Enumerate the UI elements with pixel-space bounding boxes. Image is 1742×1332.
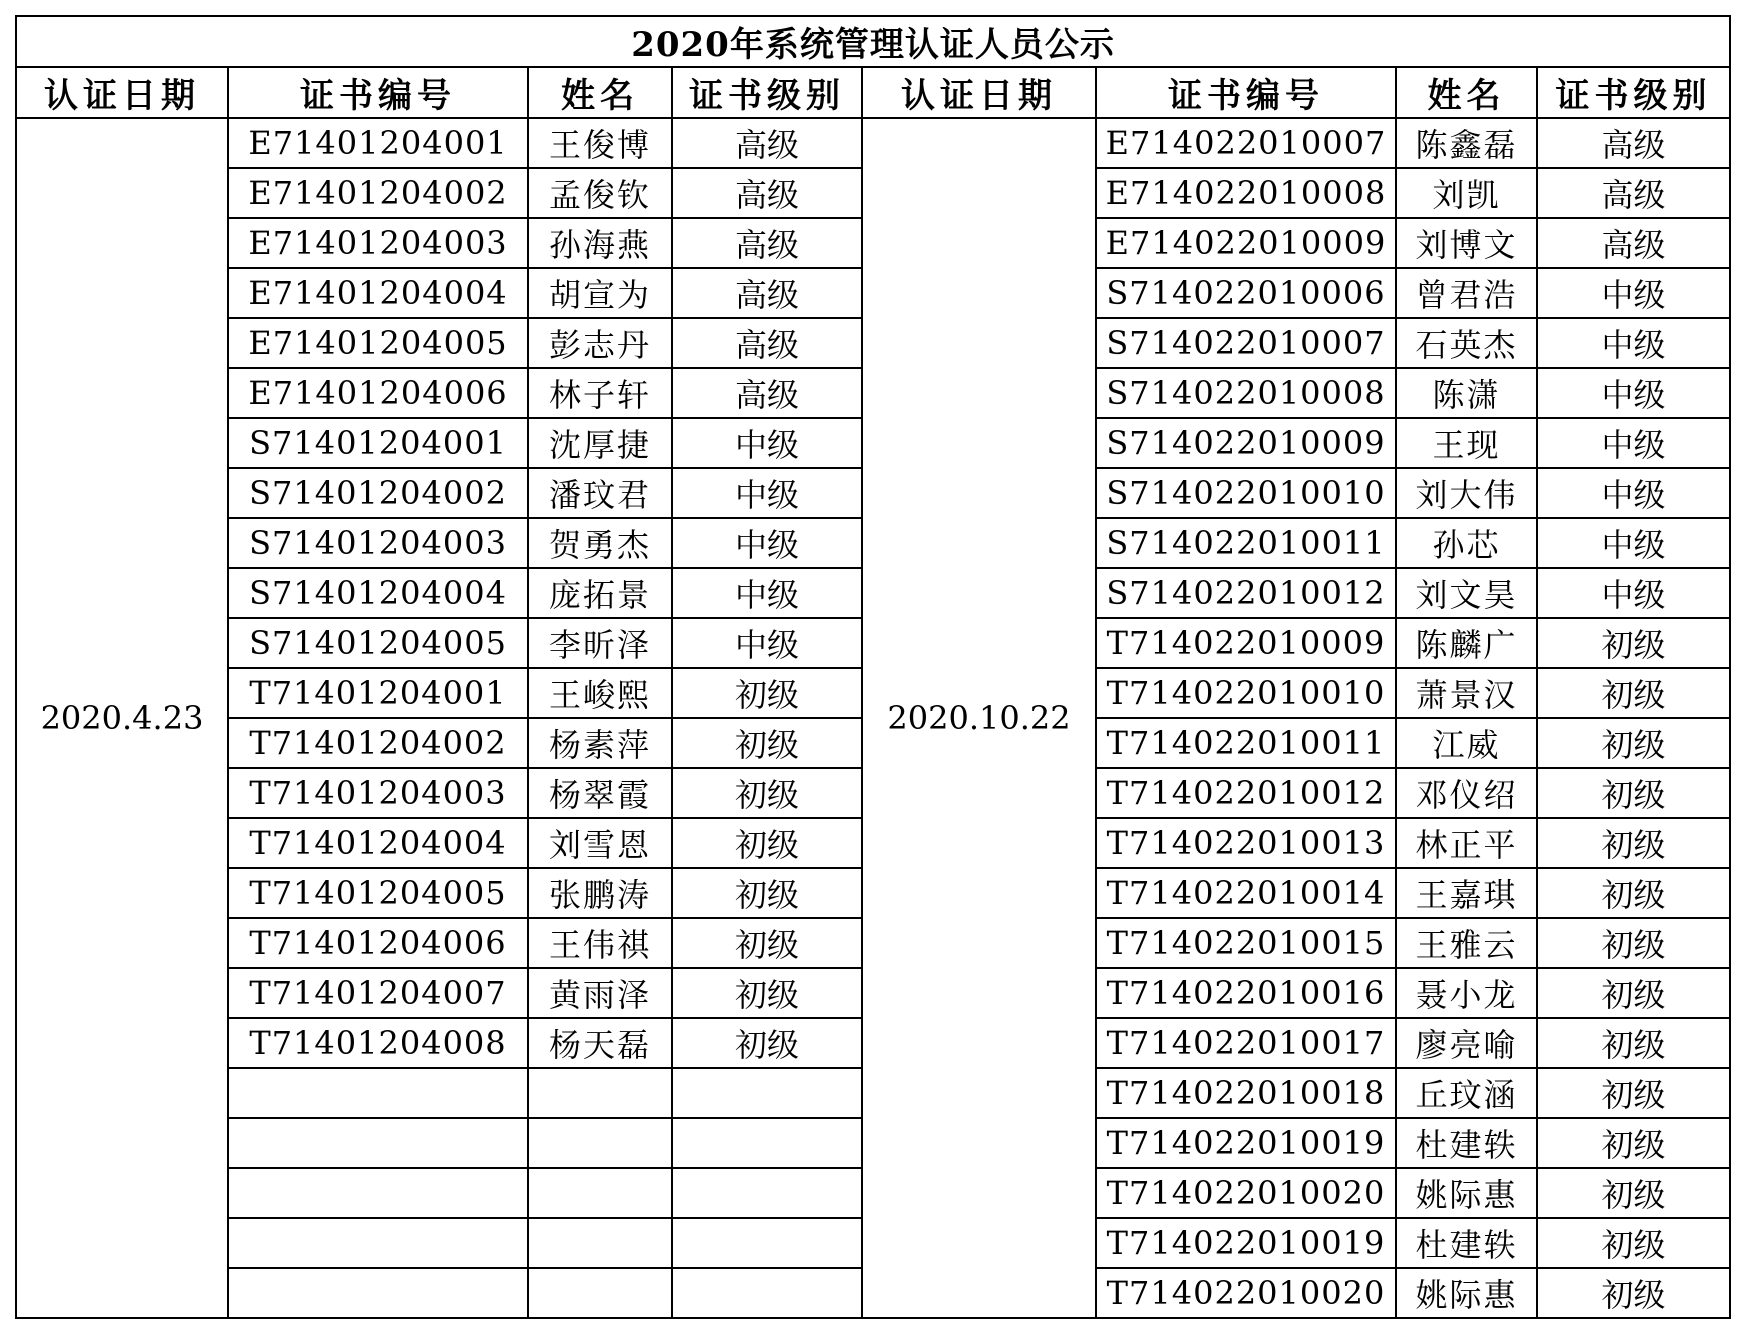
cert-number-cell: E71401204004: [228, 268, 528, 318]
header-name-left: 姓名: [528, 67, 672, 118]
cert-level-cell: 初级: [1537, 1018, 1730, 1068]
cert-level-cell: 高级: [672, 118, 862, 168]
cert-level-cell: 中级: [1537, 568, 1730, 618]
person-name-cell: 刘博文: [1396, 218, 1537, 268]
person-name-cell: 王现: [1396, 418, 1537, 468]
cert-level-cell: 初级: [672, 768, 862, 818]
cert-number-cell: [228, 1218, 528, 1268]
person-name-cell: 刘文昊: [1396, 568, 1537, 618]
cert-level-cell: 初级: [1537, 668, 1730, 718]
cert-number-cell: T714022010012: [1096, 768, 1396, 818]
cert-level-cell: 中级: [672, 568, 862, 618]
cert-number-cell: E71401204006: [228, 368, 528, 418]
cert-level-cell: 中级: [1537, 518, 1730, 568]
cert-number-cell: T71401204007: [228, 968, 528, 1018]
cert-level-cell: 初级: [672, 1018, 862, 1068]
person-name-cell: 孙海燕: [528, 218, 672, 268]
cert-level-cell: [672, 1218, 862, 1268]
cert-number-cell: T71401204005: [228, 868, 528, 918]
cert-number-cell: S71401204002: [228, 468, 528, 518]
person-name-cell: 石英杰: [1396, 318, 1537, 368]
person-name-cell: 王嘉琪: [1396, 868, 1537, 918]
person-name-cell: 江威: [1396, 718, 1537, 768]
cert-number-cell: E71401204003: [228, 218, 528, 268]
person-name-cell: 刘大伟: [1396, 468, 1537, 518]
cert-number-cell: T71401204001: [228, 668, 528, 718]
cert-level-cell: 中级: [672, 518, 862, 568]
cert-number-cell: S714022010007: [1096, 318, 1396, 368]
cert-number-cell: T714022010020: [1096, 1168, 1396, 1218]
cert-level-cell: 初级: [1537, 868, 1730, 918]
person-name-cell: 姚际惠: [1396, 1268, 1537, 1318]
person-name-cell: 杨素萍: [528, 718, 672, 768]
cert-number-cell: S714022010012: [1096, 568, 1396, 618]
person-name-cell: [528, 1268, 672, 1318]
cert-level-cell: 高级: [1537, 218, 1730, 268]
person-name-cell: 王雅云: [1396, 918, 1537, 968]
cert-number-cell: S714022010010: [1096, 468, 1396, 518]
cert-number-cell: T714022010014: [1096, 868, 1396, 918]
person-name-cell: 陈麟广: [1396, 618, 1537, 668]
cert-level-cell: 初级: [1537, 1068, 1730, 1118]
cert-number-cell: T714022010009: [1096, 618, 1396, 668]
cert-level-cell: 初级: [1537, 618, 1730, 668]
cert-level-cell: 中级: [1537, 368, 1730, 418]
person-name-cell: 杜建轶: [1396, 1118, 1537, 1168]
cert-number-cell: S71401204003: [228, 518, 528, 568]
cert-number-cell: [228, 1068, 528, 1118]
cert-level-cell: 中级: [672, 618, 862, 668]
cert-number-cell: S71401204001: [228, 418, 528, 468]
cert-level-cell: 初级: [672, 718, 862, 768]
person-name-cell: 刘凯: [1396, 168, 1537, 218]
cert-level-cell: 初级: [672, 868, 862, 918]
header-row: [16, 67, 1730, 118]
person-name-cell: [528, 1218, 672, 1268]
person-name-cell: 黄雨泽: [528, 968, 672, 1018]
cert-level-cell: 初级: [1537, 768, 1730, 818]
cert-number-cell: T714022010017: [1096, 1018, 1396, 1068]
certification-date-left: 2020.4.23: [16, 118, 228, 1318]
person-name-cell: 王伟祺: [528, 918, 672, 968]
cert-number-cell: T714022010016: [1096, 968, 1396, 1018]
cert-level-cell: 高级: [672, 368, 862, 418]
cert-level-cell: 中级: [672, 418, 862, 468]
cert-number-cell: S714022010011: [1096, 518, 1396, 568]
cert-level-cell: 初级: [1537, 918, 1730, 968]
person-name-cell: [528, 1168, 672, 1218]
cert-level-cell: [672, 1268, 862, 1318]
cert-number-cell: S71401204004: [228, 568, 528, 618]
cert-number-cell: [228, 1168, 528, 1218]
cert-number-cell: T714022010018: [1096, 1068, 1396, 1118]
cert-level-cell: 初级: [1537, 818, 1730, 868]
cert-number-cell: [228, 1268, 528, 1318]
person-name-cell: 潘玟君: [528, 468, 672, 518]
person-name-cell: 刘雪恩: [528, 818, 672, 868]
cert-level-cell: 高级: [672, 268, 862, 318]
table-row: [16, 118, 1730, 168]
person-name-cell: 张鹏涛: [528, 868, 672, 918]
roster-body: [16, 118, 1730, 1318]
person-name-cell: 曾君浩: [1396, 268, 1537, 318]
person-name-cell: 彭志丹: [528, 318, 672, 368]
certification-date-right: 2020.10.22: [862, 118, 1096, 1318]
cert-number-cell: T71401204006: [228, 918, 528, 968]
person-name-cell: [528, 1118, 672, 1168]
person-name-cell: 邓仪绍: [1396, 768, 1537, 818]
cert-number-cell: E71401204005: [228, 318, 528, 368]
cert-level-cell: 高级: [1537, 118, 1730, 168]
cert-number-cell: S714022010009: [1096, 418, 1396, 468]
cert-number-cell: E714022010008: [1096, 168, 1396, 218]
cert-number-cell: S714022010006: [1096, 268, 1396, 318]
cert-number-cell: T71401204003: [228, 768, 528, 818]
cert-level-cell: 中级: [1537, 318, 1730, 368]
cert-number-cell: T71401204004: [228, 818, 528, 868]
cert-number-cell: E71401204001: [228, 118, 528, 168]
person-name-cell: 杨天磊: [528, 1018, 672, 1068]
cert-level-cell: 初级: [1537, 1168, 1730, 1218]
person-name-cell: 杨翠霞: [528, 768, 672, 818]
person-name-cell: 沈厚捷: [528, 418, 672, 468]
cert-level-cell: 高级: [672, 218, 862, 268]
cert-number-cell: E71401204002: [228, 168, 528, 218]
cert-level-cell: 初级: [1537, 1218, 1730, 1268]
cert-level-cell: 高级: [672, 318, 862, 368]
cert-level-cell: 初级: [672, 818, 862, 868]
person-name-cell: 廖亮喻: [1396, 1018, 1537, 1068]
header-level-left: 证书级别: [672, 67, 862, 118]
person-name-cell: 孙芯: [1396, 518, 1537, 568]
cert-level-cell: 初级: [672, 668, 862, 718]
cert-level-cell: 初级: [1537, 1268, 1730, 1318]
cert-level-cell: 高级: [672, 168, 862, 218]
person-name-cell: 孟俊钦: [528, 168, 672, 218]
person-name-cell: 林子轩: [528, 368, 672, 418]
person-name-cell: [528, 1068, 672, 1118]
certification-roster-table: [15, 15, 1731, 1319]
cert-number-cell: [228, 1118, 528, 1168]
cert-number-cell: T714022010019: [1096, 1118, 1396, 1168]
person-name-cell: 陈鑫磊: [1396, 118, 1537, 168]
header-level-right: 证书级别: [1537, 67, 1730, 118]
header-cert-no-right: 证书编号: [1096, 67, 1396, 118]
cert-level-cell: [672, 1168, 862, 1218]
person-name-cell: 胡宣为: [528, 268, 672, 318]
header-cert-no-left: 证书编号: [228, 67, 528, 118]
cert-level-cell: [672, 1068, 862, 1118]
header-name-right: 姓名: [1396, 67, 1537, 118]
cert-level-cell: [672, 1118, 862, 1168]
cert-level-cell: 初级: [1537, 968, 1730, 1018]
page-title: 2020年系统管理认证人员公示: [16, 16, 1730, 67]
person-name-cell: 李昕泽: [528, 618, 672, 668]
person-name-cell: 杜建轶: [1396, 1218, 1537, 1268]
cert-number-cell: T714022010019: [1096, 1218, 1396, 1268]
cert-level-cell: 初级: [672, 918, 862, 968]
cert-number-cell: E714022010007: [1096, 118, 1396, 168]
cert-level-cell: 中级: [672, 468, 862, 518]
person-name-cell: 陈潇: [1396, 368, 1537, 418]
cert-level-cell: 中级: [1537, 268, 1730, 318]
cert-number-cell: T714022010015: [1096, 918, 1396, 968]
person-name-cell: 丘玟涵: [1396, 1068, 1537, 1118]
person-name-cell: 贺勇杰: [528, 518, 672, 568]
cert-level-cell: 中级: [1537, 468, 1730, 518]
title-row: [16, 16, 1730, 67]
cert-number-cell: T714022010010: [1096, 668, 1396, 718]
cert-number-cell: S71401204005: [228, 618, 528, 668]
cert-number-cell: T714022010020: [1096, 1268, 1396, 1318]
cert-number-cell: T71401204002: [228, 718, 528, 768]
cert-level-cell: 初级: [672, 968, 862, 1018]
person-name-cell: 庞拓景: [528, 568, 672, 618]
cert-level-cell: 中级: [1537, 418, 1730, 468]
header-date-left: 认证日期: [16, 67, 228, 118]
cert-number-cell: T714022010011: [1096, 718, 1396, 768]
person-name-cell: 林正平: [1396, 818, 1537, 868]
person-name-cell: 姚际惠: [1396, 1168, 1537, 1218]
cert-number-cell: E714022010009: [1096, 218, 1396, 268]
cert-level-cell: 初级: [1537, 1118, 1730, 1168]
cert-level-cell: 初级: [1537, 718, 1730, 768]
person-name-cell: 王俊博: [528, 118, 672, 168]
header-date-right: 认证日期: [862, 67, 1096, 118]
person-name-cell: 萧景汉: [1396, 668, 1537, 718]
person-name-cell: 王峻熙: [528, 668, 672, 718]
cert-number-cell: T71401204008: [228, 1018, 528, 1068]
cert-number-cell: S714022010008: [1096, 368, 1396, 418]
person-name-cell: 聂小龙: [1396, 968, 1537, 1018]
cert-level-cell: 高级: [1537, 168, 1730, 218]
cert-number-cell: T714022010013: [1096, 818, 1396, 868]
